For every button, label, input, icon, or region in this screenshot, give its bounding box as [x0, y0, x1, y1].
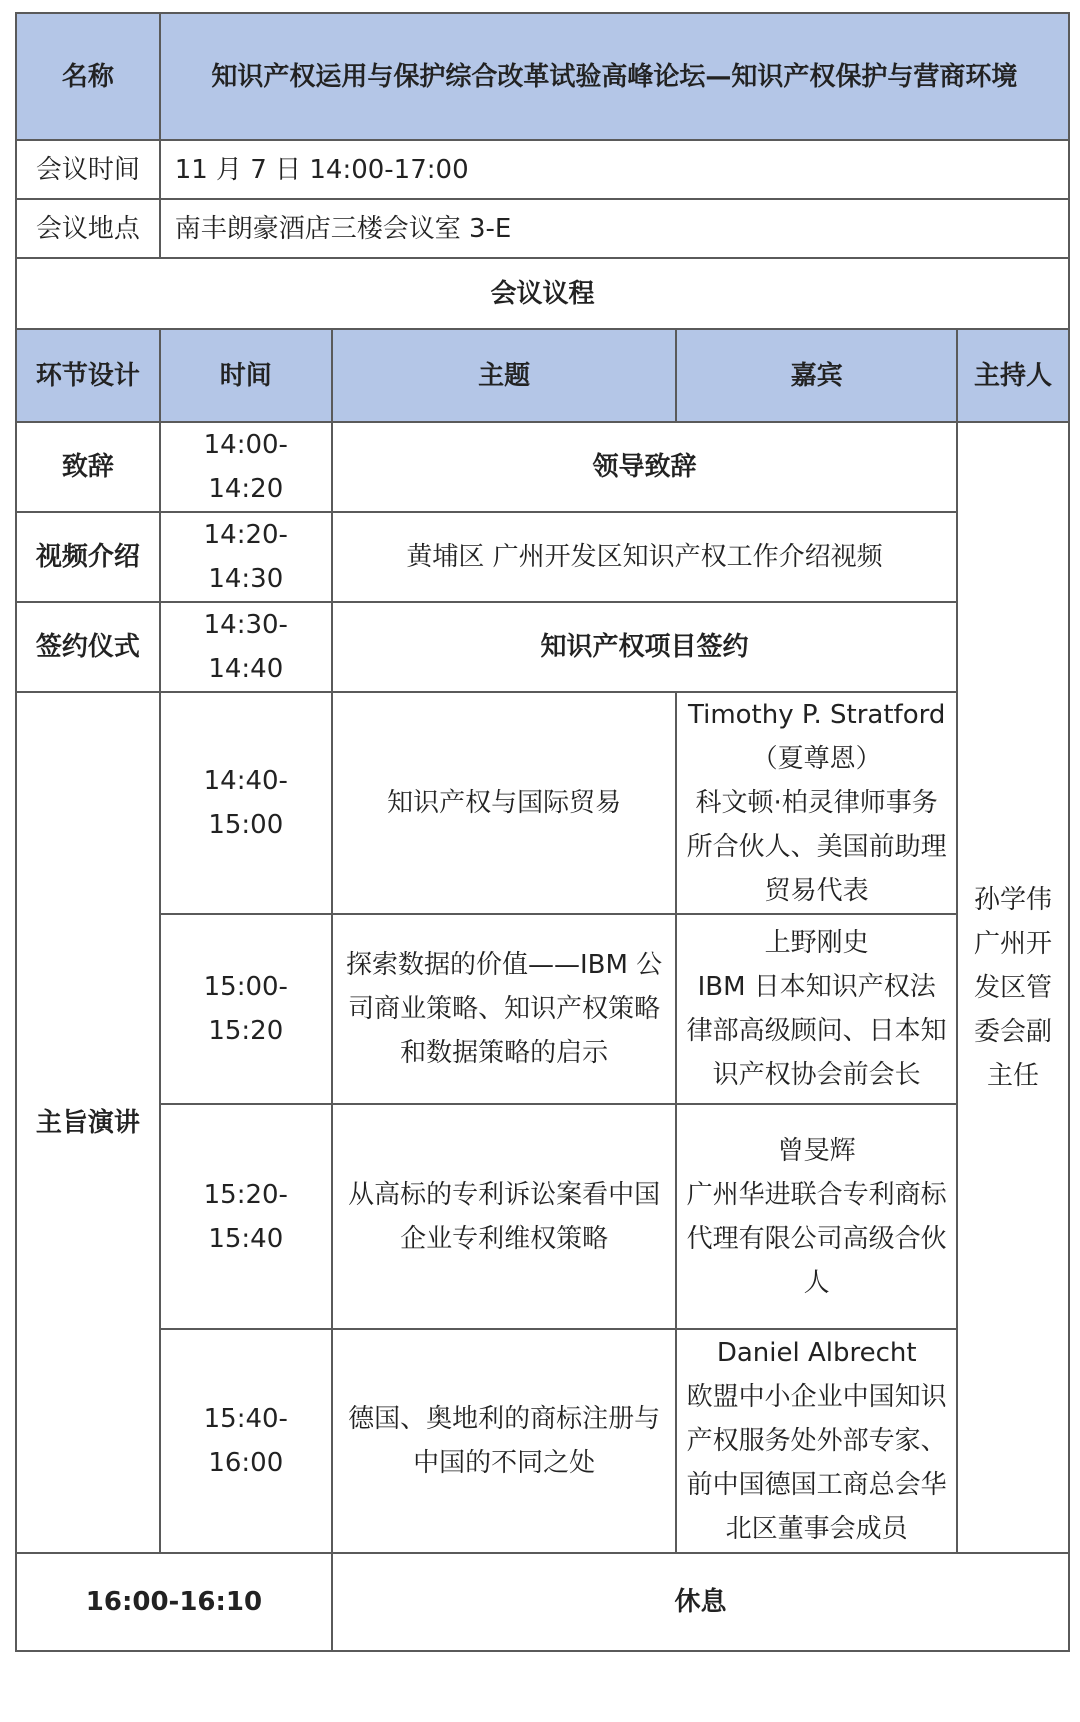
- topic-cell: 黄埔区 广州开发区知识产权工作介绍视频: [332, 512, 957, 602]
- time-cell: 15:00-15:20: [160, 914, 332, 1104]
- table-row: [16, 602, 1069, 692]
- col-header-speaker: 嘉宾: [676, 329, 957, 422]
- time-cell: 15:20-15:40: [160, 1104, 332, 1329]
- meeting-place-value: 南丰朗豪酒店三楼会议室 3-E: [160, 199, 1069, 258]
- col-header-section: 环节设计: [16, 329, 160, 422]
- topic-cell: 从高标的专利诉讼案看中国企业专利维权策略: [332, 1104, 676, 1329]
- table-row: [16, 422, 1069, 512]
- time-cell: 14:40-15:00: [160, 692, 332, 914]
- time-cell: 15:40-16:00: [160, 1329, 332, 1553]
- speaker-name: 上野刚史: [764, 928, 869, 958]
- col-header-host: 主持人: [957, 329, 1069, 422]
- speaker-title: 广州华进联合专利商标代理有限公司高级合伙人: [686, 1179, 947, 1298]
- table-row: [16, 692, 1069, 914]
- speaker-cell: [676, 1104, 957, 1329]
- time-cell: 14:30-14:40: [160, 602, 332, 692]
- section-label: 签约仪式: [16, 602, 160, 692]
- agenda-table: [15, 12, 1070, 1652]
- speaker-cell: [676, 692, 957, 914]
- break-label: 休息: [332, 1553, 1069, 1651]
- meeting-place-label: 会议地点: [16, 199, 160, 258]
- topic-cell: 领导致辞: [332, 422, 957, 512]
- table-row: [16, 914, 1069, 1104]
- topic-cell: 知识产权与国际贸易: [332, 692, 676, 914]
- table-row: [16, 1104, 1069, 1329]
- host-title: 广州开发区管委会副主任: [974, 928, 1053, 1091]
- section-label: 视频介绍: [16, 512, 160, 602]
- speaker-name: 曾旻辉: [777, 1135, 856, 1166]
- time-cell: 14:20-14:30: [160, 512, 332, 602]
- table-row: [16, 1553, 1069, 1651]
- speaker-cell: [676, 1329, 957, 1553]
- agenda-title: 会议议程: [16, 258, 1069, 329]
- section-label: 致辞: [16, 422, 160, 512]
- speaker-cell: [676, 914, 957, 1104]
- name-label: 名称: [16, 13, 160, 140]
- topic-cell: 探索数据的价值——IBM 公司商业策略、知识产权策略和数据策略的启示: [332, 914, 676, 1104]
- break-time: 16:00-16:10: [16, 1553, 332, 1651]
- forum-title: 知识产权运用与保护综合改革试验高峰论坛—知识产权保护与营商环境: [160, 13, 1069, 140]
- host-name: 孙学伟: [974, 884, 1053, 915]
- speaker-title: IBM 日本知识产权法律部高级顾问、日本知识产权协会前会长: [686, 972, 947, 1090]
- table-row: [16, 512, 1069, 602]
- meeting-time-value: 11 月 7 日 14:00-17:00: [160, 140, 1069, 199]
- meeting-time-label: 会议时间: [16, 140, 160, 199]
- speaker-name: Timothy P. Stratford: [688, 700, 946, 730]
- speaker-title: 科文顿·柏灵律师事务所合伙人、美国前助理贸易代表: [686, 788, 947, 906]
- speaker-name-cn: （夏尊恩）: [751, 744, 882, 774]
- speaker-name: Daniel Albrecht: [716, 1338, 917, 1368]
- host-cell: [957, 422, 1069, 1553]
- col-header-topic: 主题: [332, 329, 676, 422]
- topic-cell: 德国、奥地利的商标注册与中国的不同之处: [332, 1329, 676, 1553]
- topic-cell: 知识产权项目签约: [332, 602, 957, 692]
- speaker-title: 欧盟中小企业中国知识产权服务处外部专家、前中国德国工商总会华北区董事会成员: [686, 1382, 947, 1544]
- section-label: 主旨演讲: [16, 692, 160, 1553]
- table-row: [16, 1329, 1069, 1553]
- col-header-time: 时间: [160, 329, 332, 422]
- time-cell: 14:00-14:20: [160, 422, 332, 512]
